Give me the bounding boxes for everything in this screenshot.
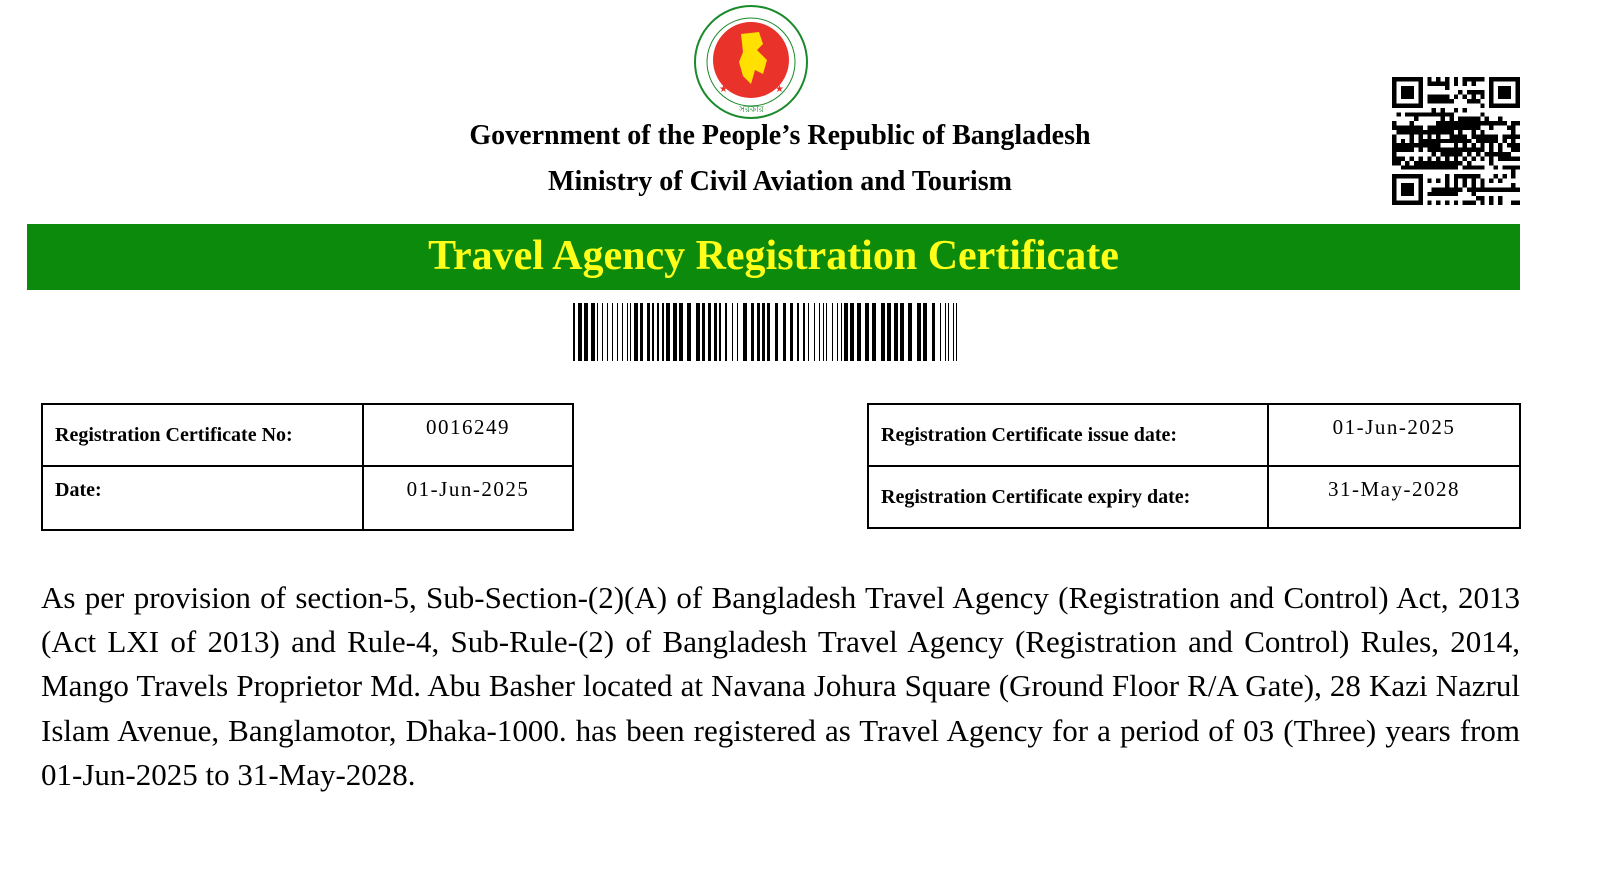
qr-module (1427, 99, 1431, 103)
qr-module (1441, 112, 1445, 116)
qr-module (1401, 86, 1414, 99)
barcode-bar (917, 303, 921, 361)
qr-module (1489, 152, 1493, 156)
qr-module (1432, 152, 1436, 156)
barcode-bar (640, 303, 643, 361)
qr-module (1467, 77, 1471, 81)
barcode-bar (597, 303, 598, 361)
barcode-bar (630, 303, 631, 361)
barcode-bar (797, 303, 799, 361)
barcode-bar (702, 303, 705, 361)
qr-module (1498, 201, 1502, 205)
certificate-no-label: Registration Certificate No: (42, 404, 363, 466)
barcode-bar (900, 303, 904, 361)
qr-module (1445, 77, 1449, 81)
qr-module (1454, 77, 1458, 81)
qr-module (1463, 81, 1467, 85)
barcode-bar (573, 303, 575, 361)
qr-module (1467, 90, 1471, 94)
qr-module (1489, 161, 1493, 165)
qr-module (1436, 161, 1440, 165)
barcode-bar (857, 303, 861, 361)
barcode-bar (881, 303, 885, 361)
barcode-bar (844, 303, 848, 361)
qr-module (1511, 201, 1515, 205)
qr-module (1494, 152, 1498, 156)
barcode-bar (814, 303, 815, 361)
qr-module (1480, 95, 1484, 99)
qr-module (1436, 99, 1440, 103)
qr-module (1445, 99, 1449, 103)
barcode-bar (865, 303, 869, 361)
qr-module (1445, 81, 1449, 85)
barcode-bar (652, 303, 654, 361)
qr-module (1445, 152, 1449, 156)
qr-module (1436, 156, 1440, 160)
barcode-bar (775, 303, 778, 361)
barcode-bar (634, 303, 638, 361)
qr-module (1392, 161, 1396, 165)
barcode-bar (872, 303, 876, 361)
issue-date-label: Registration Certificate issue date: (868, 404, 1268, 466)
issue-date-value: 01-Jun-2025 (1268, 404, 1520, 466)
expiry-date-label: Registration Certificate expiry date: (868, 466, 1268, 528)
qr-module (1463, 201, 1467, 205)
qr-module (1480, 90, 1484, 94)
qr-module (1445, 86, 1449, 90)
qr-module (1418, 161, 1422, 165)
qr-module (1441, 99, 1445, 103)
qr-module (1471, 81, 1475, 85)
qr-module (1436, 112, 1440, 116)
qr-module (1454, 156, 1458, 160)
qr-module (1396, 112, 1400, 116)
qr-module (1449, 152, 1453, 156)
barcode-bar (826, 303, 827, 361)
qr-module (1445, 95, 1449, 99)
qr-module (1405, 161, 1409, 165)
qr-module (1480, 156, 1484, 160)
qr-module (1463, 156, 1467, 160)
qr-module (1516, 201, 1520, 205)
qr-module (1427, 77, 1431, 81)
barcode-bar (923, 303, 927, 361)
barcode-bar (622, 303, 623, 361)
qr-module (1423, 161, 1427, 165)
barcode-bar (591, 303, 595, 361)
barcode-bar (887, 303, 891, 361)
barcode-bar (696, 303, 700, 361)
qr-module (1441, 108, 1445, 112)
qr-module (1445, 112, 1449, 116)
qr-module (1480, 77, 1484, 81)
qr-module (1418, 156, 1422, 160)
qr-module (1441, 152, 1445, 156)
barcode-bar (767, 303, 770, 361)
qr-module (1432, 95, 1436, 99)
barcode-bar (657, 303, 659, 361)
barcode-bar (808, 303, 809, 361)
qr-module (1507, 156, 1511, 160)
qr-module (1489, 156, 1493, 160)
qr-module (1427, 156, 1431, 160)
table-row (868, 466, 1520, 528)
certificate-title-banner: Travel Agency Registration Certificate (27, 224, 1520, 290)
qr-module (1454, 201, 1458, 205)
barcode-bar (607, 303, 608, 361)
barcode-bar (602, 303, 603, 361)
certificate-dates-table (867, 403, 1521, 529)
qr-module (1427, 95, 1431, 99)
qr-module (1480, 103, 1484, 107)
qr-module (1427, 201, 1431, 205)
qr-module (1432, 99, 1436, 103)
qr-module (1498, 156, 1502, 160)
barcode-bar (762, 303, 765, 361)
ministry-heading: Ministry of Civil Aviation and Tourism (548, 166, 1012, 197)
qr-module (1401, 156, 1405, 160)
barcode-bar (837, 303, 838, 361)
certificate-body-text: As per provision of section-5, Sub-Section-(2)(A) of Bangladesh Travel Agency (Registration and Control) Act, 2013 (Act LXI of 2013) and Rule-4, Sub-Rule-(2) of Bangladesh Travel Agency (Registration and Control) Rules, 2014, Mango Travels Proprietor Md. Abu Basher located at Navana Johura Square (Ground Floor R/A Gate), 28 Kazi Nazrul Islam Avenue, Banglamotor, Dhaka-1000. has been registered as Travel Agency for a period of 03 (Three) years from 01-Jun-2025 to 31-May-2028. (41, 580, 1520, 792)
qr-module (1432, 108, 1436, 112)
date-label: Date: (42, 466, 363, 530)
qr-module (1463, 95, 1467, 99)
qr-module (1480, 112, 1484, 116)
barcode-bar (612, 303, 613, 361)
qr-module (1458, 90, 1462, 94)
qr-module (1436, 201, 1440, 205)
barcode-bar (790, 303, 793, 361)
barcode-bar (940, 303, 941, 361)
svg-text:সরকার: সরকার (739, 104, 764, 114)
barcode-bar (662, 303, 664, 361)
qr-module (1471, 99, 1475, 103)
qr-module (1445, 156, 1449, 160)
barcode-bar (945, 303, 946, 361)
qr-module (1471, 90, 1475, 94)
barcode-bar (803, 303, 805, 361)
barcode-bar (725, 303, 727, 361)
barcode-bar (932, 303, 935, 361)
qr-module (1471, 201, 1475, 205)
qr-module (1427, 161, 1431, 165)
qr-module (1463, 77, 1467, 81)
barcode-bar (627, 303, 628, 361)
qr-module (1454, 108, 1458, 112)
barcode-bar (737, 303, 738, 361)
qr-module (1436, 77, 1440, 81)
qr-module (1502, 152, 1506, 156)
qr-module (1432, 81, 1436, 85)
barcode-bar (956, 303, 957, 361)
qr-module (1458, 152, 1462, 156)
qr-module (1441, 95, 1445, 99)
qr-module (1511, 156, 1515, 160)
qr-module (1480, 201, 1484, 205)
barcode-bar (584, 303, 588, 361)
barcode-bar (687, 303, 691, 361)
barcode-bar (679, 303, 683, 361)
qr-module (1436, 81, 1440, 85)
qr-module (1516, 156, 1520, 160)
qr-module (1392, 156, 1396, 160)
barcode-bar (666, 303, 670, 361)
qr-module (1392, 152, 1396, 156)
qr-module (1458, 161, 1462, 165)
qr-module (1427, 112, 1431, 116)
barcode-bar (823, 303, 824, 361)
qr-module (1410, 156, 1414, 160)
qr-module (1476, 77, 1480, 81)
qr-module (1423, 112, 1427, 116)
barcode-bar (673, 303, 677, 361)
qr-module (1476, 99, 1480, 103)
qr-module (1445, 201, 1449, 205)
qr-module (1467, 99, 1471, 103)
barcode-bar (948, 303, 949, 361)
qr-module (1498, 86, 1511, 99)
table-row (42, 466, 573, 530)
table-row (42, 404, 573, 466)
barcode-bar (832, 303, 833, 361)
qr-module (1502, 156, 1506, 160)
qr-module (1476, 152, 1480, 156)
barcode-bar (783, 303, 786, 361)
government-seal-logo (693, 4, 809, 120)
qr-module (1427, 81, 1431, 85)
qr-module (1467, 201, 1471, 205)
barcode-bar (719, 303, 721, 361)
barcode-bar (819, 303, 820, 361)
qr-module (1449, 112, 1453, 116)
qr-module (1463, 108, 1467, 112)
qr-module (1432, 112, 1436, 116)
qr-module (1485, 152, 1489, 156)
barcode-bar (714, 303, 717, 361)
qr-module (1507, 152, 1511, 156)
qr-module (1454, 95, 1458, 99)
barcode-bar (732, 303, 733, 361)
qr-module (1471, 156, 1475, 160)
barcode-bar (894, 303, 898, 361)
qr-module (1405, 112, 1409, 116)
certificate-number-table (41, 403, 574, 531)
qr-module (1418, 112, 1422, 116)
barcode-bar (850, 303, 854, 361)
qr-module (1396, 161, 1400, 165)
qr-module (1445, 161, 1449, 165)
qr-module (1414, 112, 1418, 116)
qr-module (1471, 95, 1475, 99)
qr-module (1449, 161, 1453, 165)
qr-module (1396, 156, 1400, 160)
barcode-bar (617, 303, 618, 361)
barcode (573, 303, 961, 361)
barcode-bar (908, 303, 912, 361)
qr-module (1489, 201, 1493, 205)
barcode-bar (578, 303, 582, 361)
qr-module (1414, 161, 1418, 165)
barcode-bar (751, 303, 754, 361)
qr-module (1467, 161, 1471, 165)
certificate-no-value: 0016249 (363, 404, 573, 466)
qr-module (1441, 81, 1445, 85)
svg-text:★: ★ (775, 84, 784, 95)
qr-module (1454, 152, 1458, 156)
barcode-bar (647, 303, 650, 361)
barcode-bar (743, 303, 747, 361)
qr-module (1476, 90, 1480, 94)
qr-module (1467, 152, 1471, 156)
barcode-bar (953, 303, 954, 361)
barcode-bar (757, 303, 760, 361)
qr-module (1454, 161, 1458, 165)
qr-module (1436, 95, 1440, 99)
qr-module (1432, 161, 1436, 165)
qr-module (1441, 161, 1445, 165)
qr-module (1471, 77, 1475, 81)
qr-module (1454, 81, 1458, 85)
svg-text:★: ★ (719, 84, 728, 95)
barcode-bar (708, 303, 711, 361)
qr-module (1449, 99, 1453, 103)
qr-module (1498, 152, 1502, 156)
date-value: 01-Jun-2025 (363, 466, 573, 530)
barcode-bar (841, 303, 842, 361)
government-heading: Government of the People’s Republic of Bangladesh (469, 120, 1091, 151)
qr-module (1410, 112, 1414, 116)
expiry-date-value: 31-May-2028 (1268, 466, 1520, 528)
table-row (868, 404, 1520, 466)
